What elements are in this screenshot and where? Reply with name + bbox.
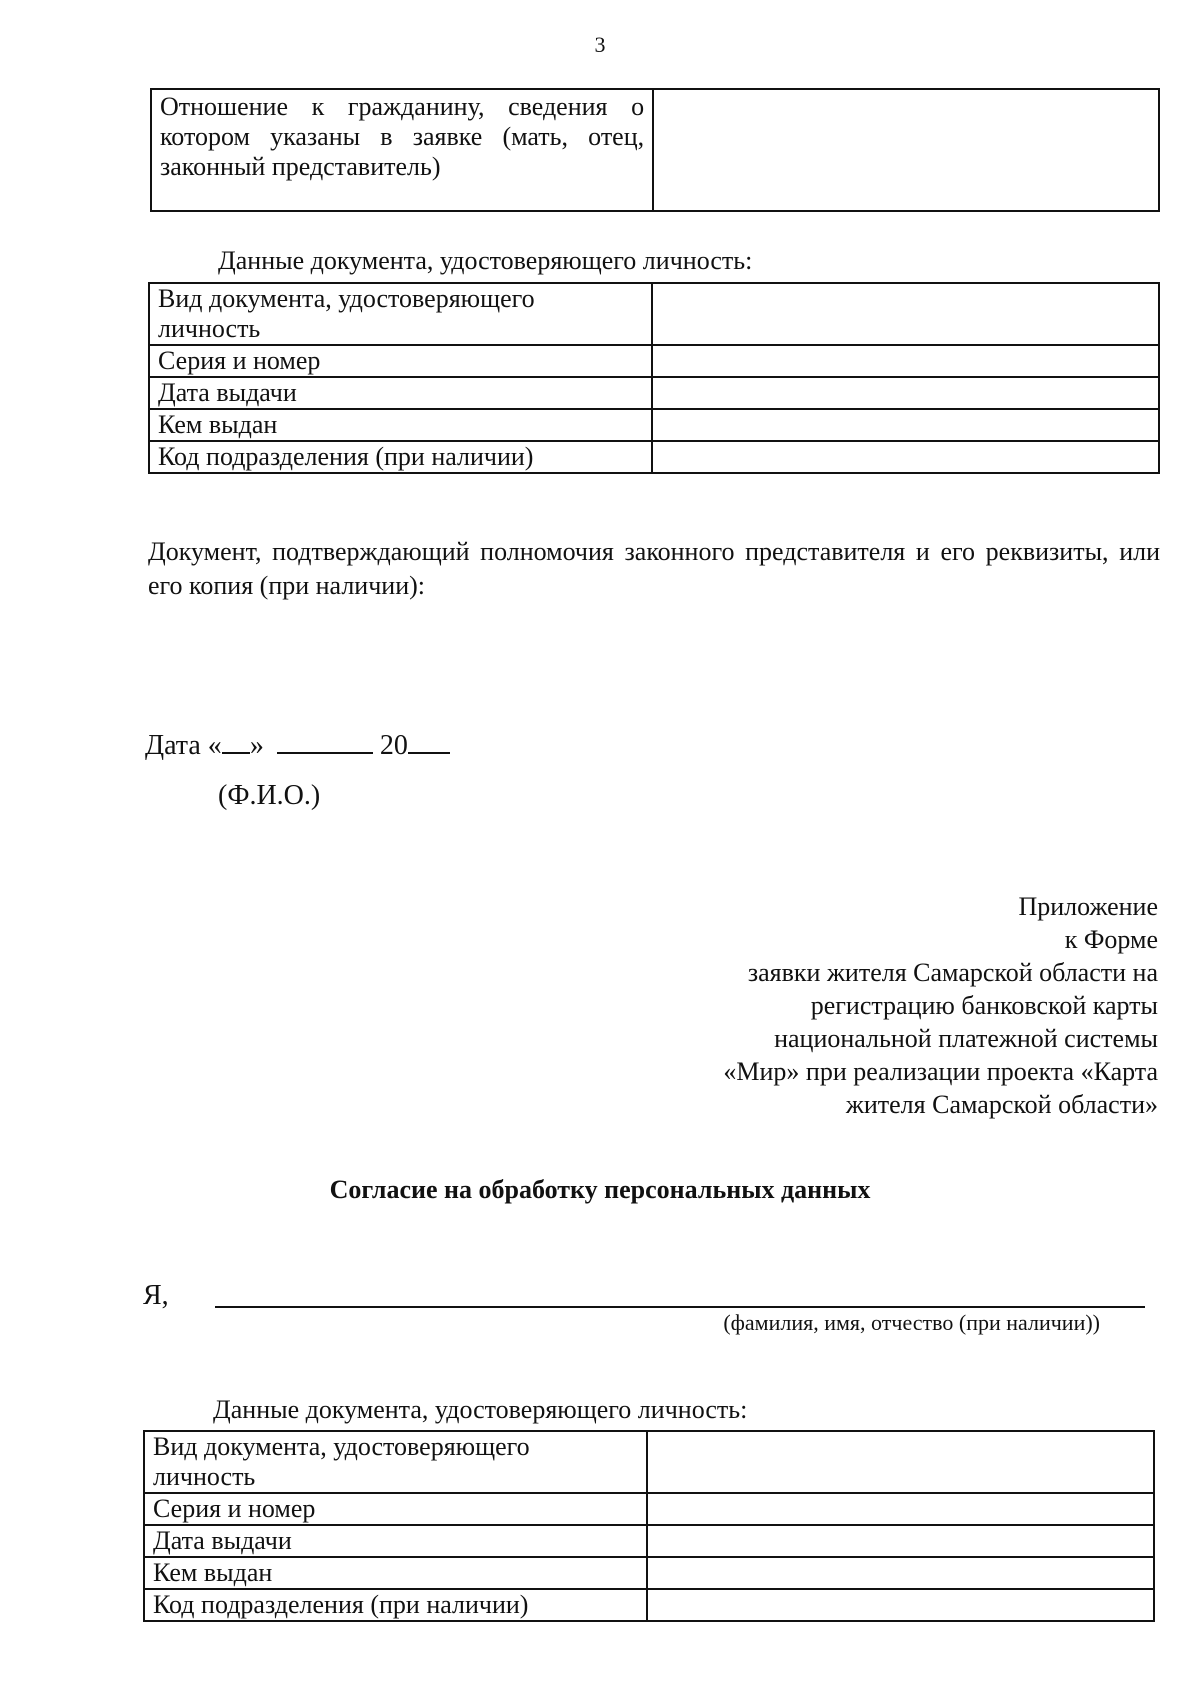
id-caption-1: Данные документа, удостоверяющего личность: xyxy=(218,246,753,275)
annex-block xyxy=(558,890,1158,1121)
relation-table xyxy=(150,88,1160,212)
table-row xyxy=(144,1557,1154,1589)
id1-issued-by-label: Кем выдан xyxy=(149,409,652,441)
id2-issue-date-label: Дата выдачи xyxy=(144,1525,647,1557)
id2-dept-code-label: Код подразделения (при наличии) xyxy=(144,1589,647,1621)
id2-dept-code-field[interactable] xyxy=(647,1589,1154,1621)
ya-label: Я, xyxy=(143,1280,169,1311)
id2-issued-by-label: Кем выдан xyxy=(144,1557,647,1589)
authority-paragraph: Документ, подтверждающий полномочия законного представителя и его реквизиты, или его копия (при наличии): xyxy=(148,537,1160,600)
id1-series-field[interactable] xyxy=(652,345,1159,377)
id1-issue-date-field[interactable] xyxy=(652,377,1159,409)
table-row xyxy=(151,89,1159,211)
fio-label: (Ф.И.О.) xyxy=(218,780,321,811)
annex-line: Приложение xyxy=(1018,892,1158,921)
id2-series-field[interactable] xyxy=(647,1493,1154,1525)
annex-line: жителя Самарской области» xyxy=(845,1090,1158,1119)
id1-series-label: Серия и номер xyxy=(149,345,652,377)
annex-line: к Форме xyxy=(1064,925,1158,954)
annex-line: регистрацию банковской карты xyxy=(810,991,1158,1020)
consent-title: Согласие на обработку персональных данных xyxy=(329,1175,871,1204)
id2-series-label: Серия и номер xyxy=(144,1493,647,1525)
table-row xyxy=(149,345,1159,377)
table-row xyxy=(149,441,1159,473)
id1-doc-type-field[interactable] xyxy=(652,283,1159,345)
annex-line: национальной платежной системы xyxy=(774,1024,1158,1053)
table-row xyxy=(144,1493,1154,1525)
id2-issue-date-field[interactable] xyxy=(647,1525,1154,1557)
id-table-1 xyxy=(148,282,1160,474)
day-blank[interactable] xyxy=(222,728,250,754)
id-table-2 xyxy=(143,1430,1155,1622)
date-close-quote: » xyxy=(249,730,264,761)
annex-line: «Мир» при реализации проекта «Карта xyxy=(723,1057,1158,1086)
table-row xyxy=(149,283,1159,345)
id2-issued-by-field[interactable] xyxy=(647,1557,1154,1589)
date-line xyxy=(145,728,450,762)
table-row xyxy=(149,409,1159,441)
id1-issued-by-field[interactable] xyxy=(652,409,1159,441)
id1-dept-code-field[interactable] xyxy=(652,441,1159,473)
page-number: 3 xyxy=(594,32,606,57)
name-hint: (фамилия, имя, отчество (при наличии)) xyxy=(723,1310,1100,1335)
relation-value-field[interactable] xyxy=(653,89,1159,211)
annex-line: заявки жителя Самарской области на xyxy=(747,958,1158,987)
table-row xyxy=(144,1589,1154,1621)
full-name-field[interactable] xyxy=(215,1306,1145,1308)
id2-doc-type-label: Вид документа, удостоверяющего личность xyxy=(144,1431,647,1493)
table-row xyxy=(144,1525,1154,1557)
id2-doc-type-field[interactable] xyxy=(647,1431,1154,1493)
date-prefix: Дата « xyxy=(145,730,222,761)
table-row xyxy=(149,377,1159,409)
year-blank[interactable] xyxy=(408,728,450,754)
relation-label: Отношение к гражданину, сведения о котором указаны в заявке (мать, отец, законный представитель) xyxy=(151,89,653,211)
id1-doc-type-label: Вид документа, удостоверяющего личность xyxy=(149,283,652,345)
id-caption-2: Данные документа, удостоверяющего личность: xyxy=(213,1395,748,1424)
year-prefix: 20 xyxy=(379,730,408,761)
id1-dept-code-label: Код подразделения (при наличии) xyxy=(149,441,652,473)
table-row xyxy=(144,1431,1154,1493)
month-blank[interactable] xyxy=(277,728,373,754)
id1-issue-date-label: Дата выдачи xyxy=(149,377,652,409)
